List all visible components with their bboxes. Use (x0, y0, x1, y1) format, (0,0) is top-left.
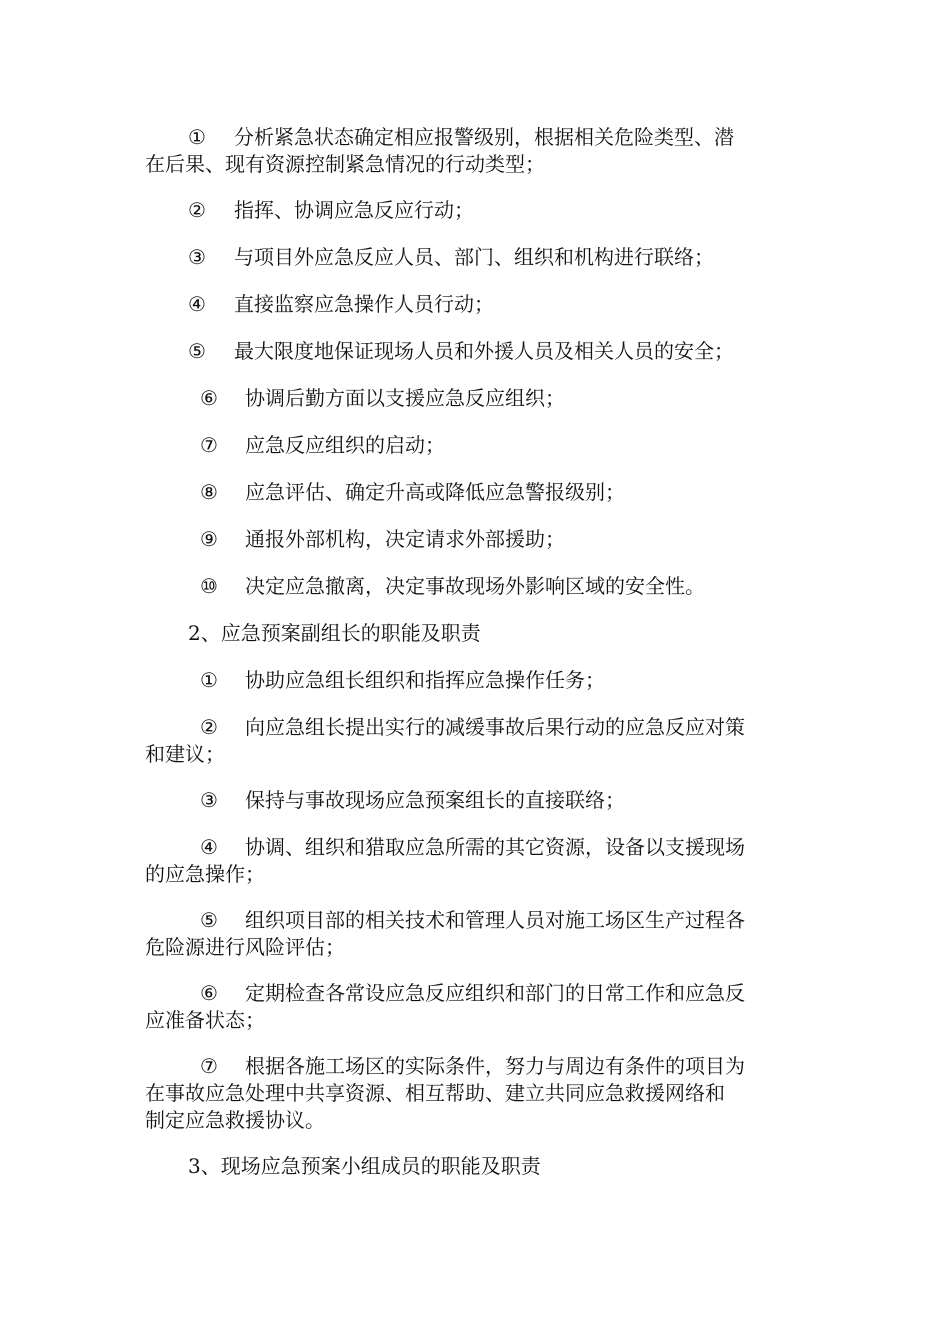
list-number: ① (200, 668, 218, 692)
list-item-text: 分析紧急状态确定相应报警级别，根据相关危险类型、潜 (234, 125, 734, 149)
list-number: ⑤ (188, 339, 206, 363)
section-heading (145, 1153, 810, 1180)
list-number: ⑦ (200, 433, 218, 457)
paragraph-line (145, 124, 810, 151)
paragraph-line (145, 861, 810, 888)
list-number: ⑧ (200, 480, 218, 504)
list-item-text: 指挥、协调应急反应行动； (234, 198, 474, 222)
list-item-text: 应急反应组织的启动； (245, 433, 445, 457)
paragraph-line (145, 432, 810, 459)
paragraph-line (145, 907, 810, 934)
list-item-text: 协调后勤方面以支援应急反应组织； (245, 386, 565, 410)
paragraph-line (145, 741, 810, 768)
list-item-text: 最大限度地保证现场人员和外援人员及相关人员的安全； (234, 339, 734, 363)
paragraph-line (145, 1080, 810, 1107)
paragraph-line (145, 934, 810, 961)
list-item-text: 组织项目部的相关技术和管理人员对施工场区生产过程各 (245, 908, 745, 932)
list-item-text: 应准备状态； (145, 1008, 265, 1032)
paragraph-line (145, 1107, 810, 1134)
list-item-text: 协调、组织和猎取应急所需的其它资源，设备以支援现场 (245, 835, 745, 859)
paragraph-line (145, 714, 810, 741)
list-item-text: 协助应急组长组织和指挥应急操作任务； (245, 668, 605, 692)
paragraph-line (145, 291, 810, 318)
paragraph-line (145, 573, 810, 600)
list-item-text: 应急评估、确定升高或降低应急警报级别； (245, 480, 625, 504)
paragraph-line (145, 980, 810, 1007)
section-heading-text: 2、应急预案副组长的职能及职责 (188, 621, 481, 645)
list-number: ④ (188, 292, 206, 316)
list-number: ② (188, 198, 206, 222)
list-item-text: 与项目外应急反应人员、部门、组织和机构进行联络； (234, 245, 714, 269)
paragraph-line (145, 526, 810, 553)
list-number: ⑦ (200, 1054, 218, 1078)
list-number: ⑩ (200, 574, 218, 598)
list-number: ⑨ (200, 527, 218, 551)
paragraph-line (145, 1007, 810, 1034)
list-number: ① (188, 125, 206, 149)
paragraph-line (145, 787, 810, 814)
list-item-text: 和建议； (145, 742, 225, 766)
list-number: ③ (188, 245, 206, 269)
paragraph-line (145, 338, 810, 365)
paragraph-line (145, 1053, 810, 1080)
list-item-text: 在事故应急处理中共享资源、相互帮助、建立共同应急救援网络和 (145, 1081, 725, 1105)
list-item-text: 通报外部机构，决定请求外部援助； (245, 527, 565, 551)
list-number: ③ (200, 788, 218, 812)
list-number: ⑤ (200, 908, 218, 932)
list-number: ⑥ (200, 386, 218, 410)
paragraph-line (145, 479, 810, 506)
paragraph-line (145, 667, 810, 694)
list-item-text: 危险源进行风险评估； (145, 935, 345, 959)
list-number: ⑥ (200, 981, 218, 1005)
list-item-text: 向应急组长提出实行的减缓事故后果行动的应急反应对策 (245, 715, 745, 739)
list-item-text: 制定应急救援协议。 (145, 1108, 325, 1132)
list-item-text: 决定应急撤离，决定事故现场外影响区域的安全性。 (245, 574, 705, 598)
list-item-text: 保持与事故现场应急预案组长的直接联络； (245, 788, 625, 812)
section-heading-text: 3、现场应急预案小组成员的职能及职责 (188, 1154, 541, 1178)
paragraph-line (145, 385, 810, 412)
paragraph-line (145, 151, 810, 178)
paragraph-line (145, 197, 810, 224)
paragraph-line (145, 834, 810, 861)
section-heading (145, 620, 810, 647)
list-number: ④ (200, 835, 218, 859)
list-item-text: 在后果、现有资源控制紧急情况的行动类型； (145, 152, 545, 176)
list-item-text: 的应急操作； (145, 862, 265, 886)
list-number: ② (200, 715, 218, 739)
list-item-text: 直接监察应急操作人员行动； (234, 292, 494, 316)
list-item-text: 根据各施工场区的实际条件，努力与周边有条件的项目为 (245, 1054, 745, 1078)
list-item-text: 定期检查各常设应急反应组织和部门的日常工作和应急反 (245, 981, 745, 1005)
paragraph-line (145, 244, 810, 271)
